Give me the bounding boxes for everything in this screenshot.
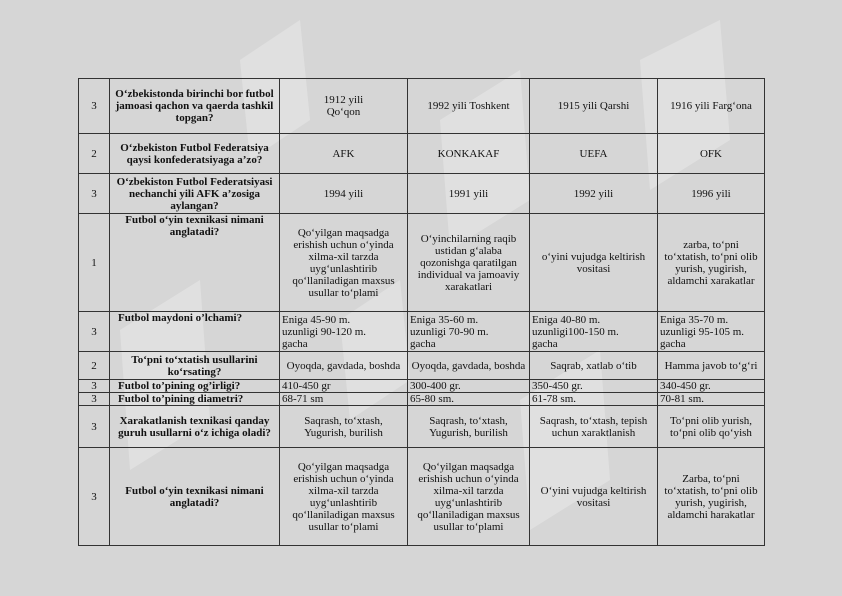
row-number: 3 [79, 448, 110, 546]
question-cell: Futbol to’pining og’irligi? [110, 380, 280, 393]
question-cell: O‘zbekiston Futbol Federatsiyasi nechanchi yili AFK a’zosiga aylangan? [110, 174, 280, 214]
answer-d: 1916 yili Farg‘ona [658, 79, 765, 134]
question-cell: Futbol o‘yin texnikasi nimani anglatadi? [110, 448, 280, 546]
question-cell: Xarakatlanish texnikasi qanday guruh usullarni o‘z ichiga oladi? [110, 406, 280, 448]
answer-c: 1992 yili [530, 174, 658, 214]
answer-c: Saqrash, to‘xtash, tepish uchun xaraktlanish [530, 406, 658, 448]
answer-c: Saqrab, xatlab o‘tib [530, 352, 658, 380]
question-cell: Futbol o‘yin texnikasi nimani anglatadi? [110, 214, 280, 312]
answer-a: Saqrash, to‘xtash, Yugurish, burilish [280, 406, 408, 448]
question-cell: Futbol maydoni o’lchami? [110, 312, 280, 352]
answer-a: 410-450 gr [280, 380, 408, 393]
answer-a: Eniga 45-90 m. uzunligi 90-120 m. gacha [280, 312, 408, 352]
row-number: 2 [79, 134, 110, 174]
question-cell: O‘zbekistonda birinchi bor futbol jamoasi qachon va qaerda tashkil topgan? [110, 79, 280, 134]
table-row [79, 214, 765, 312]
answer-d: zarba, to‘pni to‘xtatish, to‘pni olib yurish, yugirish, aldamchi xarakatlar [658, 214, 765, 312]
answer-a: 1912 yili Qo‘qon [280, 79, 408, 134]
row-number: 3 [79, 380, 110, 393]
answer-b: 1991 yili [408, 174, 530, 214]
row-number: 3 [79, 393, 110, 406]
answer-a: 1994 yili [280, 174, 408, 214]
answer-c: O‘yini vujudga keltirish vositasi [530, 448, 658, 546]
table-row [79, 393, 765, 406]
quiz-table [78, 78, 765, 546]
answer-d: 70-81 sm. [658, 393, 765, 406]
row-number: 3 [79, 174, 110, 214]
table-row [79, 380, 765, 393]
row-number: 3 [79, 406, 110, 448]
answer-c: 61-78 sm. [530, 393, 658, 406]
answer-d: OFK [658, 134, 765, 174]
answer-b: 65-80 sm. [408, 393, 530, 406]
question-cell: O‘zbekiston Futbol Federatsiya qaysi konfederatsiyaga a’zo? [110, 134, 280, 174]
table-row [79, 352, 765, 380]
answer-a: Qo‘yilgan maqsadga erishish uchun o‘yinda xilma-xil tarzda uyg‘unlashtirib qo‘llaniladigan maxsus usullar to‘plami [280, 448, 408, 546]
answer-c: o‘yini vujudga keltirish vositasi [530, 214, 658, 312]
row-number: 2 [79, 352, 110, 380]
answer-a: Oyoqda, gavdada, boshda [280, 352, 408, 380]
row-number: 3 [79, 79, 110, 134]
table-row [79, 312, 765, 352]
question-cell: Futbol to’pining diametri? [110, 393, 280, 406]
answer-a: AFK [280, 134, 408, 174]
row-number: 3 [79, 312, 110, 352]
answer-d: Zarba, to‘pni to‘xtatish, to‘pni olib yurish, yugirish, aldamchi harakatlar [658, 448, 765, 546]
answer-a: Qo‘yilgan maqsadga erishish uchun o‘yinda xilma-xil tarzda uyg‘unlashtirib qo‘llaniladigan maxsus usullar to‘plami [280, 214, 408, 312]
answer-b: Qo‘yilgan maqsadga erishish uchun o‘yinda xilma-xil tarzda uyg‘unlashtirib qo‘llaniladigan maxsus usullar to‘plami [408, 448, 530, 546]
answer-c: Eniga 40-80 m. uzunligi100-150 m. gacha [530, 312, 658, 352]
answer-b: Eniga 35-60 m. uzunligi 70-90 m. gacha [408, 312, 530, 352]
answer-c: 350-450 gr. [530, 380, 658, 393]
answer-d: To‘pni olib yurish, to‘pni olib qo‘yish [658, 406, 765, 448]
row-number: 1 [79, 214, 110, 312]
table-row [79, 174, 765, 214]
answer-c: UEFA [530, 134, 658, 174]
answer-b: KONKAKAF [408, 134, 530, 174]
answer-d: 340-450 gr. [658, 380, 765, 393]
table-row [79, 134, 765, 174]
answer-d: 1996 yili [658, 174, 765, 214]
table-row [79, 79, 765, 134]
table-row [79, 406, 765, 448]
table-row [79, 448, 765, 546]
answer-d: Hamma javob to‘g‘ri [658, 352, 765, 380]
answer-b: 300-400 gr. [408, 380, 530, 393]
answer-b: O‘yinchilarning raqib ustidan g‘alaba qozonishga qaratilgan individual va jamoaviy xarakatlari [408, 214, 530, 312]
answer-c: 1915 yili Qarshi [530, 79, 658, 134]
answer-a: 68-71 sm [280, 393, 408, 406]
answer-b: Saqrash, to‘xtash, Yugurish, burilish [408, 406, 530, 448]
answer-d: Eniga 35-70 m. uzunligi 95-105 m. gacha [658, 312, 765, 352]
answer-b: 1992 yili Toshkent [408, 79, 530, 134]
answer-b: Oyoqda, gavdada, boshda [408, 352, 530, 380]
question-cell: To‘pni to‘xtatish usullarini ko‘rsating? [110, 352, 280, 380]
